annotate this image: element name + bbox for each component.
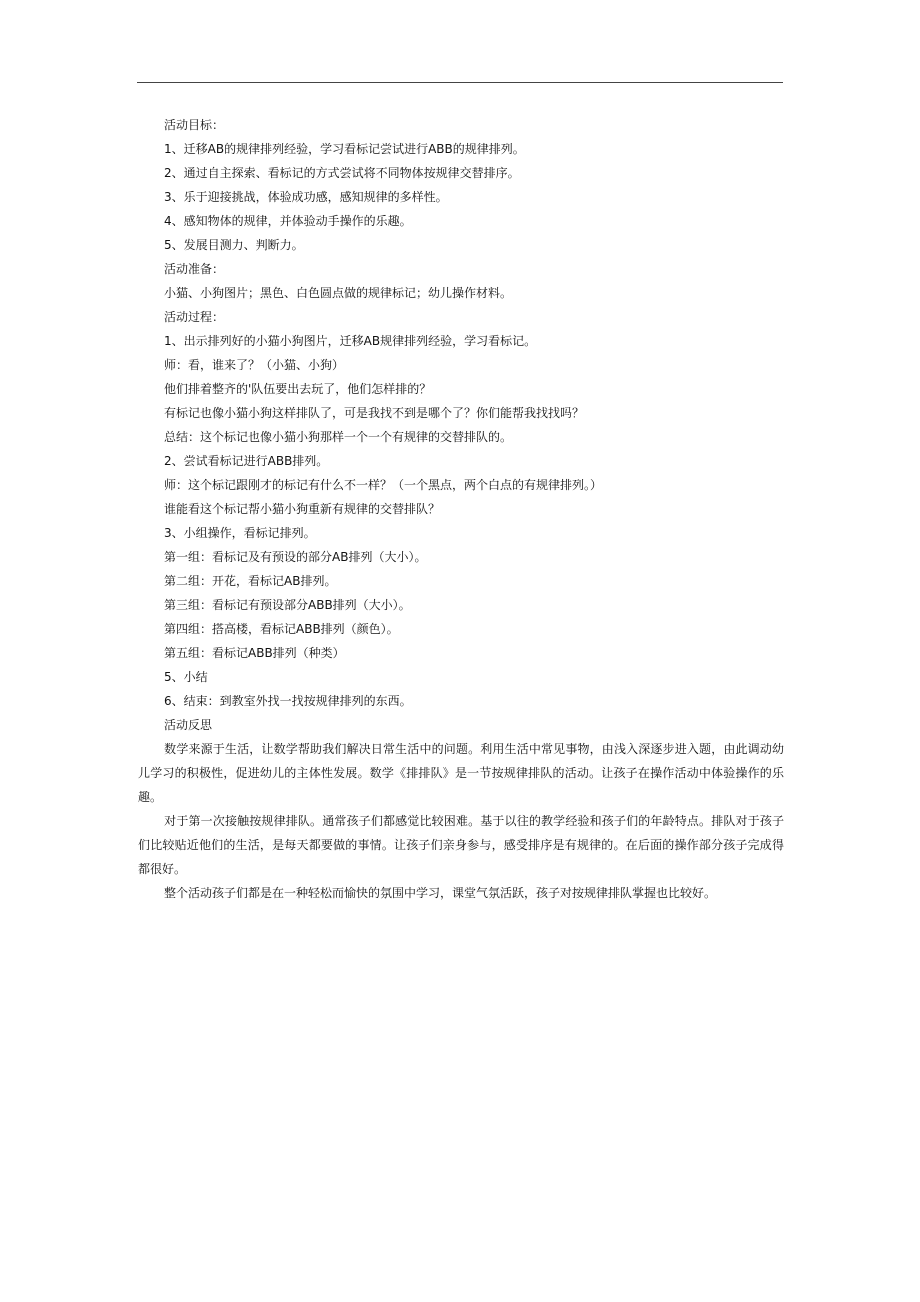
group-item: 第五组：看标记ABB排列（种类） [164, 646, 345, 660]
process-text: 他们排着整齐的'队伍要出去玩了，他们怎样排的？ [164, 382, 432, 396]
process-step: 1、出示排列好的小猫小狗图片，迁移AB规律排列经验，学习看标记。 [164, 334, 537, 348]
process-text: 师：看，谁来了？（小猫、小狗） [164, 358, 345, 372]
process-text: 谁能看这个标记帮小猫小狗重新有规律的交替排队？ [164, 502, 441, 516]
reflection-paragraph: 整个活动孩子们都是在一种轻松而愉快的氛围中学习，课堂气氛活跃，孩子对按规律排队掌握也比较好。 [164, 886, 717, 900]
process-step: 5、小结 [164, 670, 208, 684]
process-step: 2、尝试看标记进行ABB排列。 [164, 454, 329, 468]
process-step: 6、结束：到教室外找一找按规律排列的东西。 [164, 694, 412, 708]
section-heading-goals: 活动目标： [164, 118, 225, 132]
section-heading-process: 活动过程： [164, 310, 225, 324]
reflection-paragraph: 数学来源于生活，让数学帮助我们解决日常生活中的问题。利用生活中常见事物，由浅入深逐步进入题，由此调动幼儿学习的积极性，促进幼儿的主体性发展。数学《排排队》是一节按规律排队的活动。让孩子在操作活动中体验操作的乐趣。 [138, 742, 784, 804]
goal-item: 3、乐于迎接挑战，体验成功感，感知规律的多样性。 [164, 190, 448, 204]
document-body [138, 113, 784, 905]
group-item: 第四组：搭高楼，看标记ABB排列（颜色）。 [164, 622, 399, 636]
goal-item: 1、迁移AB的规律排列经验，学习看标记尝试进行ABB的规律排列。 [164, 142, 525, 156]
process-text: 有标记也像小猫小狗这样排队了，可是我找不到是哪个了？你们能帮我找找吗？ [164, 406, 585, 420]
goal-item: 5、发展目测力、判断力。 [164, 238, 304, 252]
preparation-text: 小猫、小狗图片；黑色、白色圆点做的规律标记；幼儿操作材料。 [164, 286, 513, 300]
group-item: 第二组：开花，看标记AB排列。 [164, 574, 337, 588]
process-text: 总结：这个标记也像小猫小狗那样一个一个有规律的交替排队的。 [164, 430, 513, 444]
process-text: 师：这个标记跟刚才的标记有什么不一样？（一个黑点，两个白点的有规律排列。） [164, 478, 603, 492]
process-step: 3、小组操作，看标记排列。 [164, 526, 316, 540]
section-heading-preparation: 活动准备： [164, 262, 225, 276]
goal-item: 4、感知物体的规律，并体验动手操作的乐趣。 [164, 214, 412, 228]
group-item: 第三组：看标记有预设部分ABB排列（大小）。 [164, 598, 411, 612]
reflection-paragraph: 对于第一次接触按规律排队。通常孩子们都感觉比较困难。基于以往的教学经验和孩子们的年龄特点。排队对于孩子们比较贴近他们的生活，是每天都要做的事情。让孩子们亲身参与，感受排序是有规律的。在后面的操作部分孩子完成得都很好。 [138, 814, 784, 876]
section-heading-reflection: 活动反思 [164, 718, 213, 732]
header-rule [137, 82, 783, 83]
group-item: 第一组：看标记及有预设的部分AB排列（大小）。 [164, 550, 427, 564]
goal-item: 2、通过自主探索、看标记的方式尝试将不同物体按规律交替排序。 [164, 166, 520, 180]
